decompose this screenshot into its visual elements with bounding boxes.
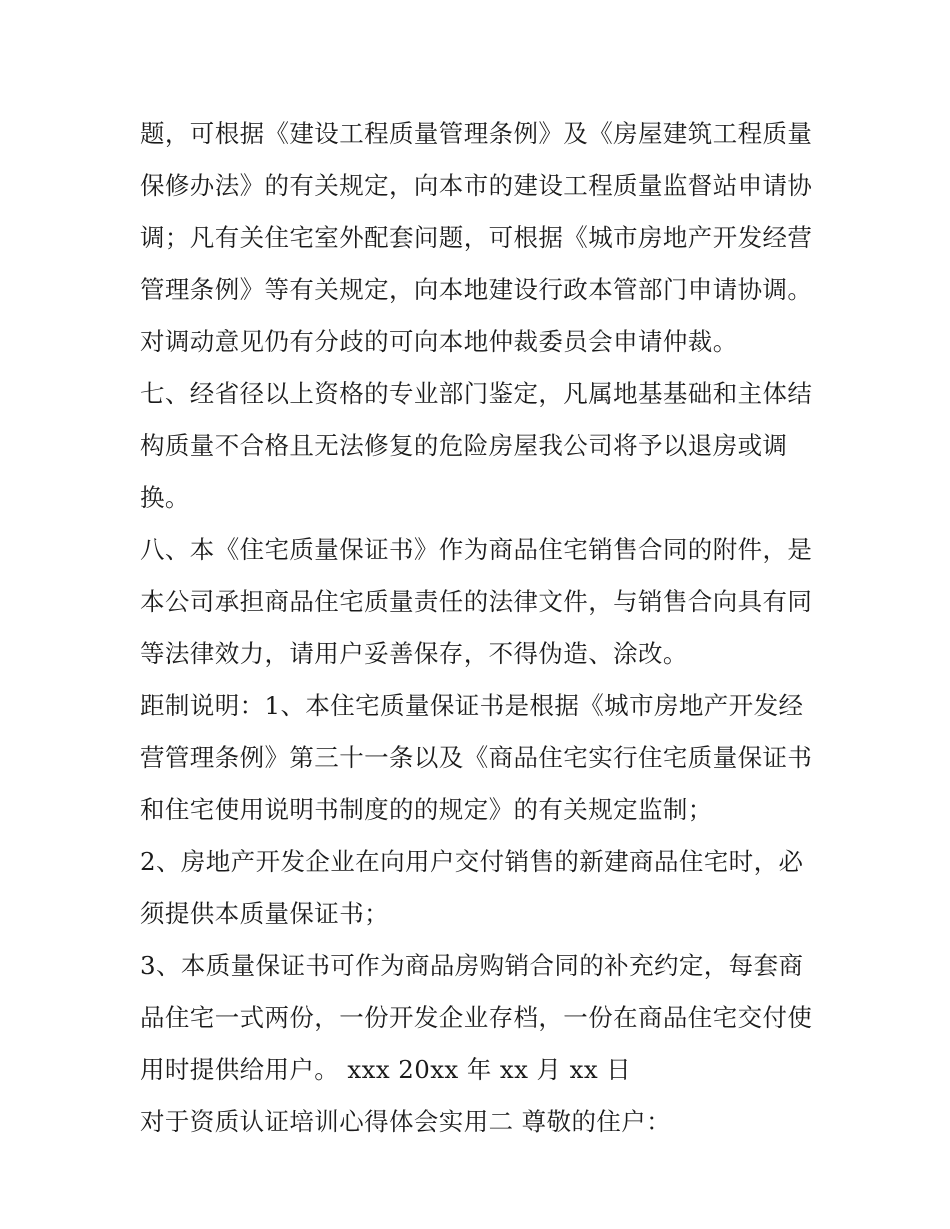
- document-body: [140, 108, 816, 1148]
- text-line: 用时提供给用户。 xxx 20xx 年 xx 月 xx 日: [140, 1055, 632, 1084]
- text-line: 保修办法》的有关规定，向本市的建设工程质量监督站申请协: [140, 171, 813, 200]
- text-line: 调；凡有关住宅室外配套问题，可根据《城市房地产开发经营: [140, 223, 813, 252]
- text-line: 管理条例》等有关规定，向本地建设行政本管部门申请协调。: [140, 275, 813, 304]
- text-line: 对调动意见仍有分歧的可向本地仲裁委员会申请仲裁。: [140, 327, 738, 356]
- text-line: 3、本质量保证书可作为商品房购销合同的补充约定，每套商: [140, 951, 804, 980]
- text-line: 本公司承担商品住宅质量责任的法律文件，与销售合向具有同: [140, 587, 813, 616]
- text-line: 品住宅一式两份，一份开发企业存档，一份在商品住宅交付使: [140, 1003, 813, 1032]
- text-line: 营管理条例》第三十一条以及《商品住宅实行住宅质量保证书: [140, 743, 813, 772]
- text-line: 2、房地产开发企业在向用户交付销售的新建商品住宅时，必: [140, 847, 804, 876]
- text-line: 须提供本质量保证书；: [140, 899, 389, 928]
- text-line: 换。: [140, 483, 190, 512]
- text-line: 七、经省径以上资格的专业部门鉴定，凡属地基基础和主体结: [140, 379, 813, 408]
- text-line: 八、本《住宅质量保证书》作为商品住宅销售合同的附件，是: [140, 535, 813, 564]
- text-line: 距制说明：1、本住宅质量保证书是根据《城市房地产开发经: [140, 691, 804, 720]
- text-line: 构质量不合格且无法修复的危险房屋我公司将予以退房或调: [140, 431, 788, 460]
- text-line: 对于资质认证培训心得体会实用二 尊敬的住户：: [140, 1107, 672, 1136]
- text-line: 等法律效力，请用户妥善保存，不得伪造、涂改。: [140, 639, 688, 668]
- text-line: 题，可根据《建设工程质量管理条例》及《房屋建筑工程质量: [140, 119, 813, 148]
- text-line: 和住宅使用说明书制度的的规定》的有关规定监制；: [140, 795, 713, 824]
